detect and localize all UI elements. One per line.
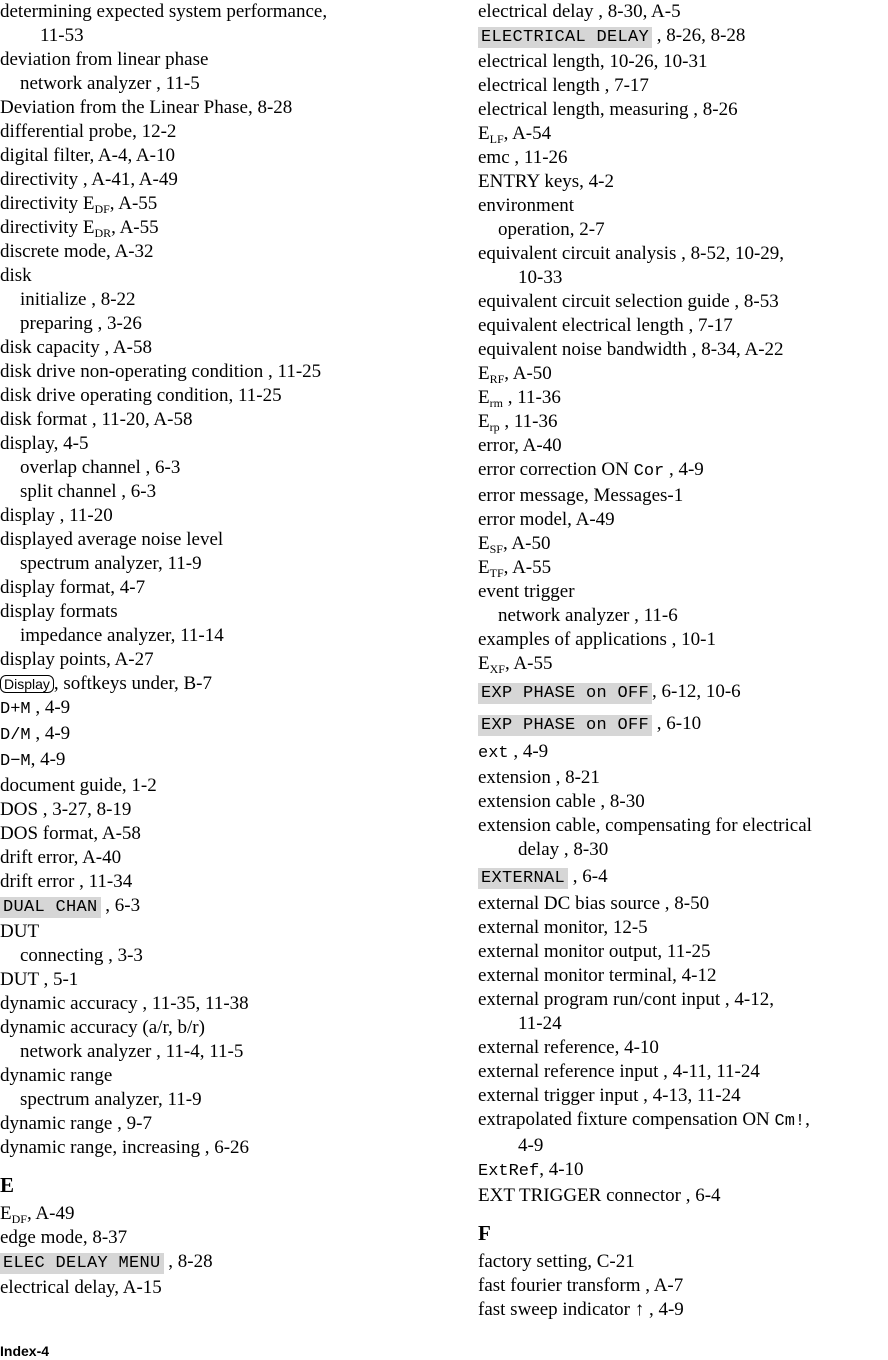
index-entry: examples of applications , 10-1: [478, 629, 716, 650]
index-entry: digital filter, A-4, A-10: [0, 145, 175, 166]
index-entry: display, 4-5: [0, 433, 89, 454]
softkey-label: ELEC DELAY MENU: [0, 1253, 164, 1274]
index-subentry: impedance analyzer, 11-14: [20, 625, 224, 646]
index-entry: DOS , 3-27, 8-19: [0, 799, 132, 820]
index-entry: fast sweep indicator ↑ , 4-9: [478, 1299, 684, 1320]
index-entry: emc , 11-26: [478, 147, 568, 168]
index-subentry: network analyzer , 11-5: [20, 73, 200, 94]
index-entry: EXP PHASE on OFF , 6-10: [478, 708, 888, 740]
index-entry: display format, 4-7: [0, 577, 146, 598]
index-entry: external monitor, 12-5: [478, 917, 648, 938]
index-entry: $E_{rm}$ , 11-36: [478, 387, 561, 410]
index-entry: dynamic range: [0, 1065, 113, 1086]
index-subentry: connecting , 3-3: [20, 945, 143, 966]
index-entry: document guide, 1-2: [0, 775, 157, 796]
index-subentry: spectrum analyzer, 11-9: [20, 553, 202, 574]
index-entry: disk: [0, 265, 32, 286]
index-entry: discrete mode, A-32: [0, 241, 154, 262]
index-entry: $E_{rp}$ , 11-36: [478, 411, 558, 434]
index-entry: D/M , 4-9: [0, 723, 71, 745]
index-entry: delay , 8-30: [518, 839, 609, 860]
index-entry: ENTRY keys, 4-2: [478, 171, 614, 192]
index-entry: external reference input , 4-11, 11-24: [478, 1061, 760, 1082]
index-entry: external program run/cont input , 4-12,: [478, 989, 775, 1010]
index-entry: equivalent electrical length , 7-17: [478, 315, 733, 336]
index-subentry: overlap channel , 6-3: [20, 457, 181, 478]
index-subentry: initialize , 8-22: [20, 289, 136, 310]
index-entry: DOS format, A-58: [0, 823, 141, 844]
index-entry: factory setting, C-21: [478, 1251, 635, 1272]
index-entry: EXTERNAL , 6-4: [478, 862, 888, 892]
index-entry: $E_{XF}$, A-55: [478, 653, 553, 676]
index-entry: deviation from linear phase: [0, 49, 209, 70]
index-entry: external monitor terminal, 4-12: [478, 965, 717, 986]
index-entry: disk format , 11-20, A-58: [0, 409, 193, 430]
index-entry: electrical length, 10-26, 10-31: [478, 51, 708, 72]
index-entry: display , 11-20: [0, 505, 113, 526]
index-entry: dynamic range, increasing , 6-26: [0, 1137, 250, 1158]
index-entry: determining expected system performance,: [0, 1, 328, 22]
index-entry: displayed average noise level: [0, 529, 224, 550]
index-entry: extension cable , 8-30: [478, 791, 645, 812]
index-entry: edge mode, 8-37: [0, 1227, 128, 1248]
index-entry: equivalent circuit selection guide , 8-53: [478, 291, 779, 312]
softkey-label: EXP PHASE on OFF: [478, 715, 652, 736]
index-entry: ext , 4-9: [478, 741, 549, 763]
index-entry: 11-53: [40, 25, 84, 46]
softkey-label: EXTERNAL: [478, 868, 568, 889]
softkey-label: ELECTRICAL DELAY: [478, 27, 652, 48]
index-entry: error correction ON Cor , 4-9: [478, 459, 704, 481]
index-entry: external DC bias source , 8-50: [478, 893, 710, 914]
index-entry: directivity , A-41, A-49: [0, 169, 178, 190]
index-entry: external monitor output, 11-25: [478, 941, 711, 962]
index-entry: EXP PHASE on OFF , 6-12, 10-6: [478, 676, 888, 708]
index-entry: 4-9: [518, 1135, 544, 1156]
index-entry: extrapolated fixture compensation ON Cm!,: [478, 1109, 810, 1131]
index-entry: external trigger input , 4-13, 11-24: [478, 1085, 741, 1106]
right-column: [478, 0, 888, 1322]
index-entry: display formats: [0, 601, 118, 622]
index-entry: event trigger: [478, 581, 575, 602]
index-entry: $E_{SF}$, A-50: [478, 533, 551, 556]
index-entry: 11-24: [518, 1013, 562, 1034]
index-entry: $E_{DF}$, A-49: [0, 1203, 75, 1226]
index-entry: Display , softkeys under, B-7: [0, 672, 465, 696]
index-entry: ELECTRICAL DELAY , 8-26, 8-28: [478, 24, 888, 50]
index-entry: DUT: [0, 921, 40, 942]
index-entry: differential probe, 12-2: [0, 121, 177, 142]
index-entry: electrical delay , 8-30, A-5: [478, 1, 681, 22]
index-entry: error message, Messages-1: [478, 485, 684, 506]
page-footer: Index-4: [0, 1343, 50, 1359]
index-entry: display points, A-27: [0, 649, 154, 670]
index-entry: ExtRef, 4-10: [478, 1159, 584, 1181]
index-entry: electrical length, measuring , 8-26: [478, 99, 738, 120]
index-entry: fast fourier transform , A-7: [478, 1275, 684, 1296]
index-entry: error model, A-49: [478, 509, 615, 530]
index-entry: equivalent circuit analysis , 8-52, 10-29,: [478, 243, 785, 264]
index-entry: disk capacity , A-58: [0, 337, 152, 358]
index-entry: D+M , 4-9: [0, 697, 71, 719]
softkey-label: EXP PHASE on OFF: [478, 683, 652, 704]
index-entry: extension cable, compensating for electrical: [478, 815, 812, 836]
index-entry: dynamic accuracy (a/r, b/r): [0, 1017, 205, 1038]
index-entry: electrical delay, A-15: [0, 1277, 162, 1298]
index-entry: drift error , 11-34: [0, 871, 133, 892]
display-hardkey-icon: Display: [0, 675, 54, 693]
index-entry: Deviation from the Linear Phase, 8-28: [0, 97, 293, 118]
index-entry: DUT , 5-1: [0, 969, 79, 990]
softkey-label: DUAL CHAN: [0, 897, 101, 918]
index-subentry: preparing , 3-26: [20, 313, 142, 334]
index-entry: equivalent noise bandwidth , 8-34, A-22: [478, 339, 784, 360]
index-entry: $E_{LF}$, A-54: [478, 123, 552, 146]
index-entry: directivity $E_{DR}$, A-55: [0, 217, 159, 240]
section-heading-f: F: [478, 1221, 491, 1245]
index-subentry: operation, 2-7: [498, 219, 605, 240]
index-entry: 10-33: [518, 267, 563, 288]
index-subentry: network analyzer , 11-6: [498, 605, 678, 626]
index-entry: external reference, 4-10: [478, 1037, 659, 1058]
section-heading-e: E: [0, 1173, 15, 1197]
index-entry: directivity $E_{DF}$, A-55: [0, 193, 158, 216]
index-entry: environment: [478, 195, 575, 216]
index-entry: EXT TRIGGER connector , 6-4: [478, 1185, 721, 1206]
index-subentry: network analyzer , 11-4, 11-5: [20, 1041, 244, 1062]
index-subentry: spectrum analyzer, 11-9: [20, 1089, 202, 1110]
index-entry: disk drive operating condition, 11-25: [0, 385, 282, 406]
index-entry: ELEC DELAY MENU , 8-28: [0, 1250, 465, 1276]
index-entry: dynamic range , 9-7: [0, 1113, 152, 1134]
index-entry: extension , 8-21: [478, 767, 600, 788]
index-entry: drift error, A-40: [0, 847, 122, 868]
index-entry: DUAL CHAN , 6-3: [0, 894, 465, 920]
index-entry: electrical length , 7-17: [478, 75, 649, 96]
index-entry: $E_{RF}$, A-50: [478, 363, 552, 386]
index-entry: D−M, 4-9: [0, 749, 66, 771]
index-entry: $E_{TF}$, A-55: [478, 557, 552, 580]
index-entry: error, A-40: [478, 435, 562, 456]
index-subentry: split channel , 6-3: [20, 481, 157, 502]
index-entry: disk drive non-operating condition , 11-25: [0, 361, 322, 382]
index-entry: dynamic accuracy , 11-35, 11-38: [0, 993, 249, 1014]
